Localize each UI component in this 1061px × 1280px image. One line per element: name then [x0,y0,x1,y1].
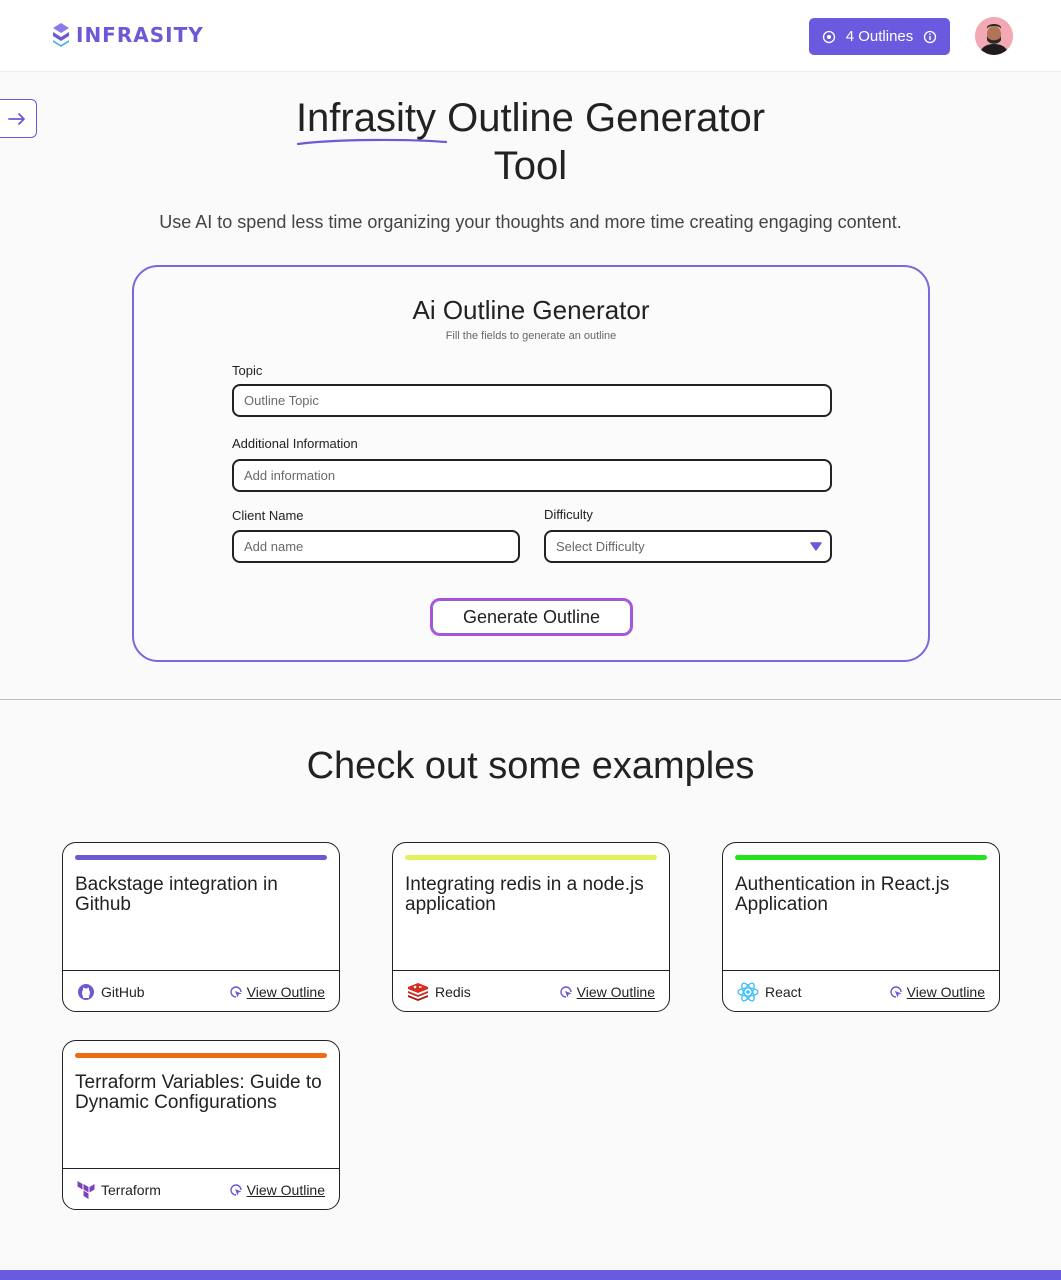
outlines-count-button[interactable] [809,18,950,55]
difficulty-label: Difficulty [544,507,593,522]
examples-heading: Check out some examples [306,745,755,787]
card-footer [723,970,999,1012]
topic-input[interactable] [232,384,832,417]
example-card-github[interactable] [62,842,340,1012]
card-accent-bar [75,855,327,860]
difficulty-value: Select Difficulty [556,539,645,554]
card-brand: Redis [407,983,471,1001]
view-outline-link[interactable]: View Outline [559,984,655,1000]
card-footer [63,970,339,1012]
target-icon [822,30,836,44]
page-subtitle: Use AI to spend less time organizing your thoughts and more time creating engaging content. [159,212,902,232]
view-outline-link[interactable]: View Outline [889,984,985,1000]
section-divider [0,699,1061,700]
user-avatar[interactable] [975,17,1013,55]
example-card-redis[interactable] [392,842,670,1012]
expand-sidebar-button[interactable] [0,99,37,138]
title-rest-line1: Outline Generator [447,96,766,140]
cursor-click-icon [559,985,573,999]
title-underline-decoration [296,138,448,146]
card-footer [63,1168,339,1210]
example-card-react[interactable] [722,842,1000,1012]
card-brand: GitHub [77,983,145,1001]
card-accent-bar [735,855,987,860]
card-title: Terraform Variables: Guide to Dynamic Configurations [75,1072,322,1113]
generate-outline-button[interactable]: Generate Outline [430,598,633,636]
outlines-count-label: 4 Outlines [845,28,914,45]
client-name-input[interactable] [232,530,520,563]
card-footer [393,970,669,1012]
card-title: Authentication in React.js Application [735,874,950,915]
view-outline-link[interactable]: View Outline [229,984,325,1000]
arrow-right-icon [8,112,26,126]
cursor-click-icon [229,1183,243,1197]
info-icon[interactable] [923,30,937,44]
card-title: Backstage integration in Github [75,874,278,915]
outline-generator-form [132,265,930,662]
redis-icon [407,983,429,1001]
cursor-click-icon [889,985,903,999]
additional-info-label: Additional Information [232,436,358,451]
additional-info-input[interactable] [232,459,832,492]
view-outline-link[interactable]: View Outline [229,1182,325,1198]
card-brand: React [737,982,802,1002]
logo-text: INFRASITY [76,23,204,47]
title-line2: Tool [493,144,568,188]
example-card-terraform[interactable] [62,1040,340,1210]
topic-label: Topic [232,363,263,378]
github-icon [77,983,95,1001]
card-brand: Terraform [77,1181,161,1199]
logo[interactable] [52,20,204,50]
card-accent-bar [75,1053,327,1058]
client-name-label: Client Name [232,508,304,523]
card-title: Integrating redis in a node.js application [405,874,644,915]
footer-bar [0,1270,1061,1280]
difficulty-select[interactable] [544,530,832,563]
card-accent-bar [405,855,657,860]
cursor-click-icon [229,985,243,999]
form-subtitle: Fill the fields to generate an outline [445,330,617,342]
title-brand-word: Infrasity [296,94,436,142]
avatar-image [975,17,1013,55]
form-title: Ai Outline Generator [412,295,650,325]
top-header [0,0,1061,72]
caret-down-icon [810,542,822,551]
page-title [200,94,861,190]
terraform-icon [77,1181,95,1199]
react-icon [737,982,759,1002]
logo-icon [52,22,70,48]
